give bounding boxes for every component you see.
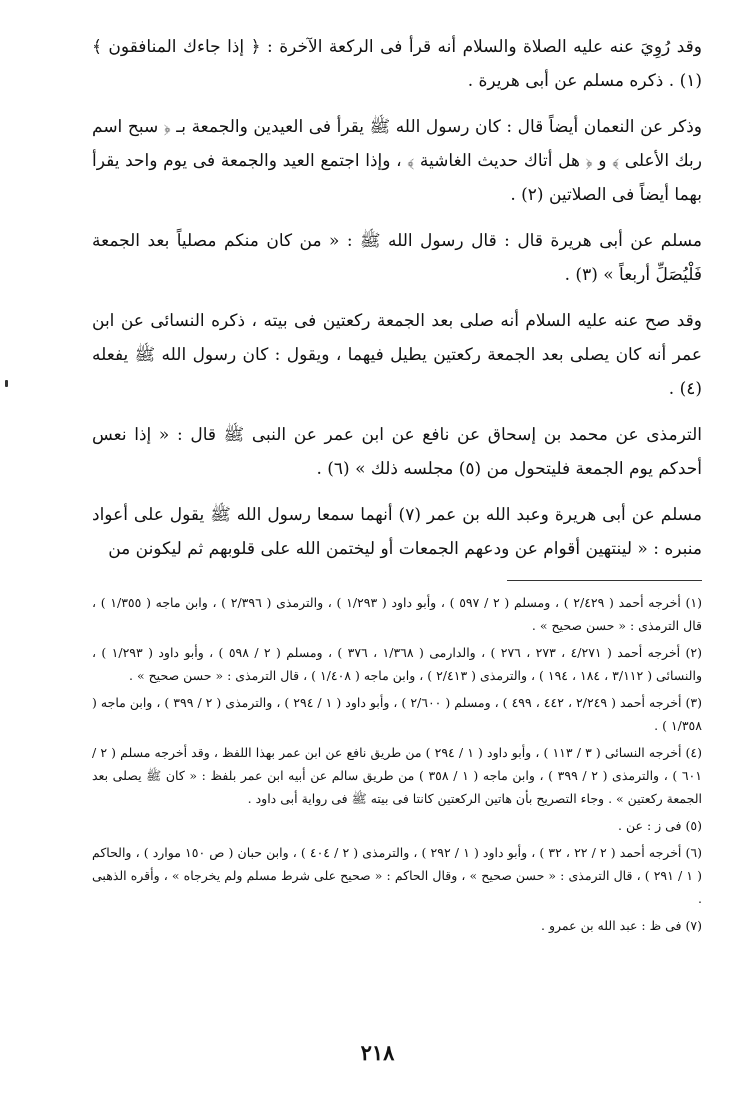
- paragraph-3: مسلم عن أبى هريرة قال : قال رسول الله ﷺ : « من كان منكم مصلياً بعد الجمعة فَلْيُصَلِّ أربعاً » (٣) .: [92, 231, 702, 285]
- footnotes: [92, 591, 702, 937]
- paragraph-1: وقد رُوِيَ عنه عليه الصلاة والسلام أنه قرأ فى الركعة الآخرة : ﴿ إذا جاءك المنافقون ﴾ (١) . ذكره مسلم عن أبى هريرة .: [92, 37, 702, 91]
- footnote-6: (٦) أخرجه أحمد ( ٢ / ٢٢ ، ٣٢ ) ، وأبو داود ( ١ / ٢٩٢ ) ، والترمذى ( ٢ / ٤٠٤ ) ، وابن حبان ( ص ١٥٠ موارد ) ، والحاكم ( ١ / ٢٩١ ) ، قال الترمذى : « حسن صحيح » ، وقال الحاكم : « صحيح على شرط مسلم ولم يخرجاه » ، وأقره الذهبى .: [92, 845, 702, 906]
- footnote-2: (٢) أخرجه أحمد ( ٤/٢٧١ ، ٢٧٣ ، ٢٧٦ ) ، والدارمى ( ١/٣٦٨ ، ٣٧٦ ) ، ومسلم ( ٢ / ٥٩٨ ) ، وأبو داود ( ١/٢٩٣ ) ، والنسائى ( ٣/١١٢ ، ١٨٤ ، ١٩٤ ) ، والترمذى ( ٢/٤١٣ ) ، وابن ماجه ( ١/٤٠٨ ) ، قال الترمذى : « حسن صحيح » .: [92, 645, 702, 683]
- page-number: ٢١٨: [360, 1040, 395, 1065]
- footnote-7: (٧) فى ظ : عبد الله بن عمرو .: [541, 918, 702, 933]
- footnote-3: (٣) أخرجه أحمد ( ٢/٢٤٩ ، ٤٤٢ ، ٤٩٩ ) ، ومسلم ( ٢/٦٠٠ ) ، وأبو داود ( ١ / ٢٩٤ ) ، والترمذى ( ٢ / ٣٩٩ ) ، وابن ماجه ( ١/٣٥٨ ) .: [92, 695, 703, 733]
- footnote-4: (٤) أخرجه النسائى ( ٣ / ١١٣ ) ، وأبو داود ( ١ / ٢٩٤ ) من طريق نافع عن ابن عمر بهذا اللفظ ، وقد أخرجه مسلم ( ٢ / ٦٠١ ) ، والترمذى ( ٢ / ٣٩٩ ) ، وابن ماجه ( ١ / ٣٥٨ ) من طريق سالم عن أبيه ابن عمر بلفظ : « كان ﷺ يصلى بعد الجمعة ركعتين » . وجاء التصريح بأن هاتين الركعتين كانتا فى بيته ﷺ فى رواية أبى داود .: [92, 745, 703, 806]
- footnote-1: (١) أخرجه أحمد ( ٢/٤٢٩ ) ، ومسلم ( ٢ / ٥٩٧ ) ، وأبو داود ( ١/٢٩٣ ) ، والترمذى ( ٢/٣٩٦ ) ، وابن ماجه ( ١/٣٥٥ ) ، قال الترمذى : « حسن صحيح » .: [92, 595, 702, 633]
- paragraph-2: وذكر عن النعمان أيضاً قال : كان رسول الله ﷺ يقرأ فى العيدين والجمعة بـ ﴿ سبح اسم ربك الأعلى ﴾ و ﴿ هل أتاك حديث الغاشية ﴾ ، وإذا اجتمع العيد والجمعة فى يوم واحد يقرأ بهما أيضاً فى الصلاتين (٢) .: [92, 117, 702, 205]
- footnote-divider: [507, 580, 702, 581]
- margin-mark: [5, 380, 8, 387]
- page-body: [92, 30, 702, 941]
- paragraph-5: الترمذى عن محمد بن إسحاق عن نافع عن ابن عمر عن النبى ﷺ قال : « إذا نعس أحدكم يوم الجمعة فليتحول من (٥) مجلسه ذلك » (٦) .: [92, 425, 702, 479]
- paragraph-4: وقد صح عنه عليه السلام أنه صلى بعد الجمعة ركعتين فى بيته ، ذكره النسائى عن ابن عمر أنه كان يصلى بعد الجمعة ركعتين يطيل فيهما ، ويقول : كان رسول الله ﷺ يفعله (٤) .: [92, 311, 702, 399]
- footnote-5: (٥) فى ز : عن .: [618, 818, 702, 833]
- paragraph-6: مسلم عن أبى هريرة وعبد الله بن عمر (٧) أنهما سمعا رسول الله ﷺ يقول على أعواد منبره : « لينتهين أقوام عن ودعهم الجمعات أو ليختمن الله على قلوبهم ثم ليكونن من: [92, 505, 702, 559]
